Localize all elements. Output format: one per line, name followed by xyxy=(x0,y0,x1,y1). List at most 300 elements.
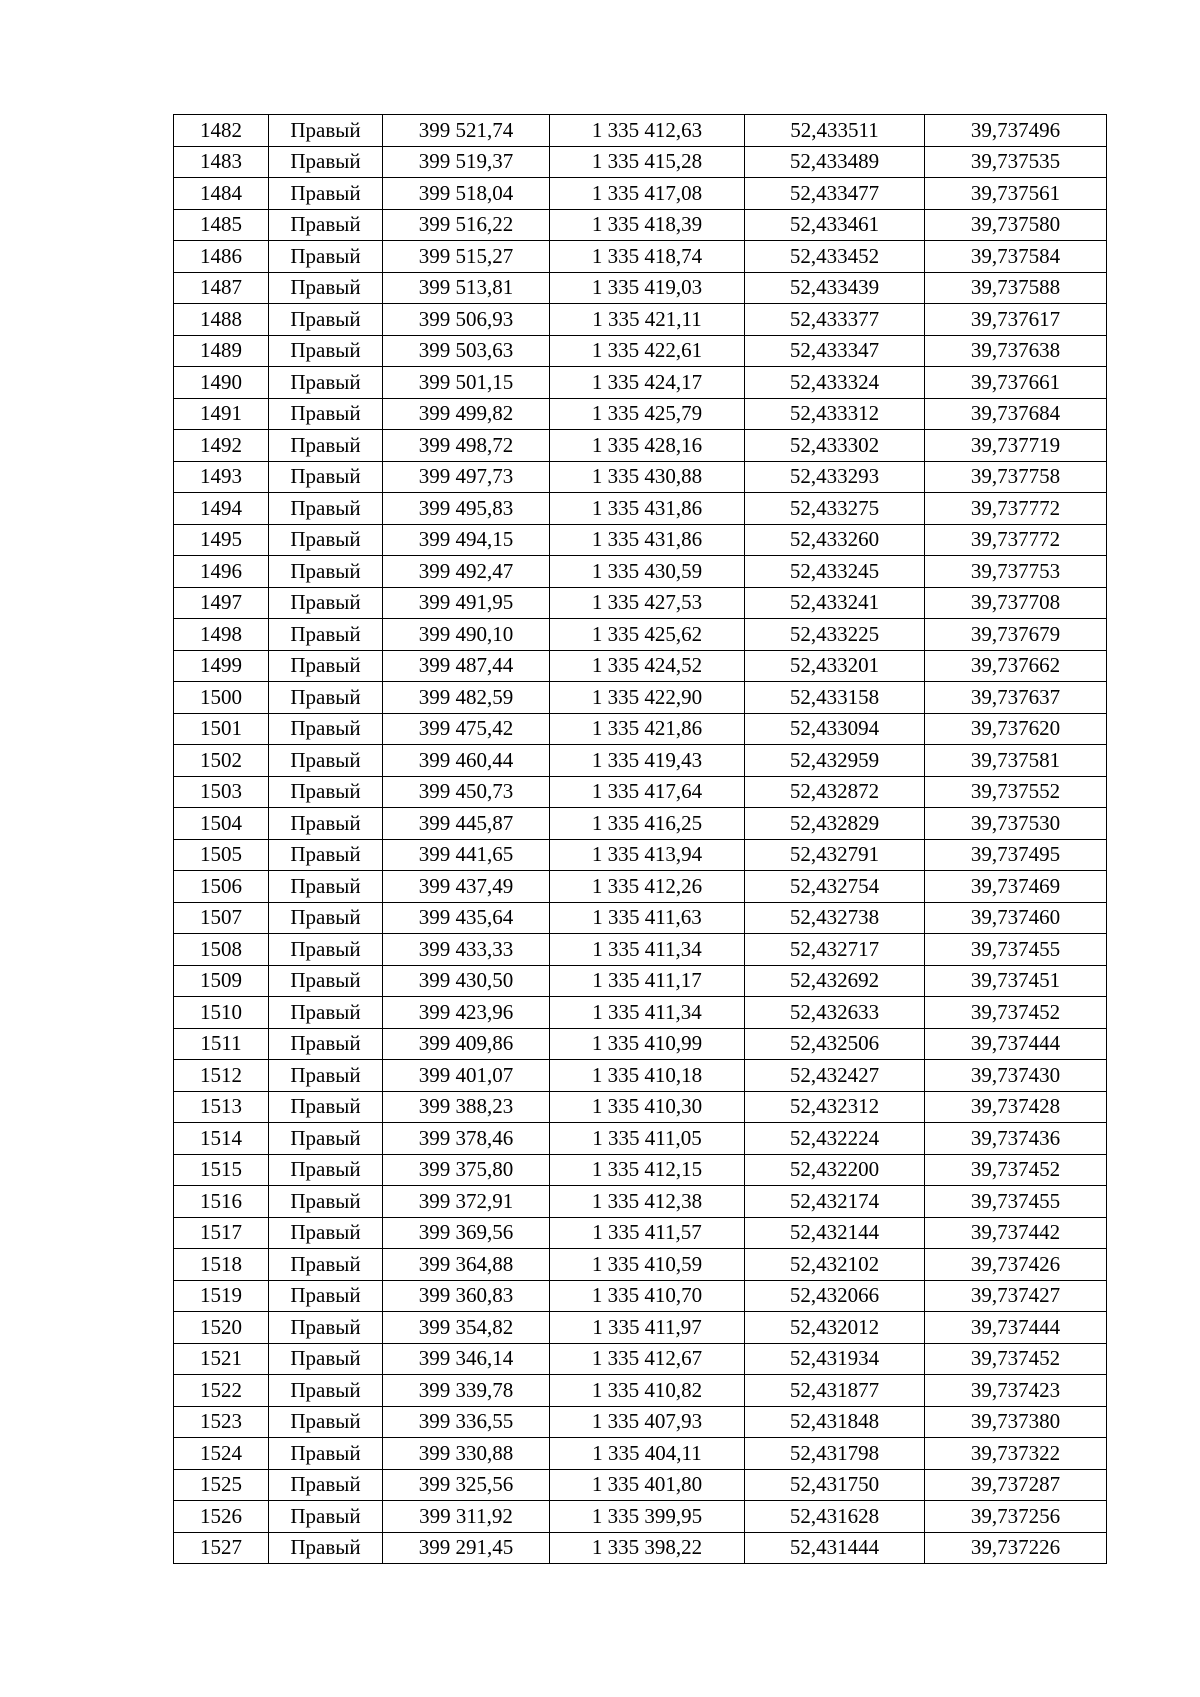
point-number-cell: 1510 xyxy=(174,997,269,1029)
y-coordinate-cell: 1 335 425,79 xyxy=(550,398,745,430)
x-coordinate-cell: 399 506,93 xyxy=(383,304,550,336)
y-coordinate-cell: 1 335 411,05 xyxy=(550,1123,745,1155)
point-number-cell: 1493 xyxy=(174,461,269,493)
y-coordinate-cell: 1 335 431,86 xyxy=(550,493,745,525)
point-number-cell: 1497 xyxy=(174,587,269,619)
latitude-cell: 52,433241 xyxy=(745,587,925,619)
longitude-cell: 39,737753 xyxy=(925,556,1107,588)
longitude-cell: 39,737679 xyxy=(925,619,1107,651)
table-row xyxy=(174,776,1107,808)
side-cell: Правый xyxy=(269,367,383,399)
y-coordinate-cell: 1 335 411,34 xyxy=(550,997,745,1029)
table-row xyxy=(174,556,1107,588)
point-number-cell: 1518 xyxy=(174,1249,269,1281)
latitude-cell: 52,432692 xyxy=(745,965,925,997)
x-coordinate-cell: 399 369,56 xyxy=(383,1217,550,1249)
x-coordinate-cell: 399 495,83 xyxy=(383,493,550,525)
longitude-cell: 39,737661 xyxy=(925,367,1107,399)
y-coordinate-cell: 1 335 427,53 xyxy=(550,587,745,619)
coordinates-table-body xyxy=(174,115,1107,1564)
latitude-cell: 52,432200 xyxy=(745,1154,925,1186)
longitude-cell: 39,737620 xyxy=(925,713,1107,745)
point-number-cell: 1483 xyxy=(174,146,269,178)
y-coordinate-cell: 1 335 410,30 xyxy=(550,1091,745,1123)
point-number-cell: 1484 xyxy=(174,178,269,210)
point-number-cell: 1515 xyxy=(174,1154,269,1186)
longitude-cell: 39,737580 xyxy=(925,209,1107,241)
side-cell: Правый xyxy=(269,1249,383,1281)
y-coordinate-cell: 1 335 412,26 xyxy=(550,871,745,903)
latitude-cell: 52,432174 xyxy=(745,1186,925,1218)
y-coordinate-cell: 1 335 430,88 xyxy=(550,461,745,493)
coordinates-table xyxy=(173,114,1107,1564)
latitude-cell: 52,432738 xyxy=(745,902,925,934)
table-row xyxy=(174,808,1107,840)
point-number-cell: 1508 xyxy=(174,934,269,966)
longitude-cell: 39,737455 xyxy=(925,934,1107,966)
point-number-cell: 1498 xyxy=(174,619,269,651)
point-number-cell: 1521 xyxy=(174,1343,269,1375)
y-coordinate-cell: 1 335 401,80 xyxy=(550,1469,745,1501)
x-coordinate-cell: 399 336,55 xyxy=(383,1406,550,1438)
table-row xyxy=(174,587,1107,619)
y-coordinate-cell: 1 335 411,34 xyxy=(550,934,745,966)
longitude-cell: 39,737772 xyxy=(925,493,1107,525)
table-row xyxy=(174,272,1107,304)
x-coordinate-cell: 399 450,73 xyxy=(383,776,550,808)
latitude-cell: 52,431798 xyxy=(745,1438,925,1470)
point-number-cell: 1526 xyxy=(174,1501,269,1533)
table-row xyxy=(174,1154,1107,1186)
longitude-cell: 39,737581 xyxy=(925,745,1107,777)
point-number-cell: 1525 xyxy=(174,1469,269,1501)
longitude-cell: 39,737423 xyxy=(925,1375,1107,1407)
side-cell: Правый xyxy=(269,1312,383,1344)
x-coordinate-cell: 399 482,59 xyxy=(383,682,550,714)
point-number-cell: 1511 xyxy=(174,1028,269,1060)
y-coordinate-cell: 1 335 413,94 xyxy=(550,839,745,871)
latitude-cell: 52,432144 xyxy=(745,1217,925,1249)
latitude-cell: 52,433312 xyxy=(745,398,925,430)
longitude-cell: 39,737226 xyxy=(925,1532,1107,1564)
y-coordinate-cell: 1 335 422,90 xyxy=(550,682,745,714)
x-coordinate-cell: 399 378,46 xyxy=(383,1123,550,1155)
side-cell: Правый xyxy=(269,1186,383,1218)
longitude-cell: 39,737552 xyxy=(925,776,1107,808)
side-cell: Правый xyxy=(269,902,383,934)
y-coordinate-cell: 1 335 421,86 xyxy=(550,713,745,745)
longitude-cell: 39,737662 xyxy=(925,650,1107,682)
y-coordinate-cell: 1 335 417,64 xyxy=(550,776,745,808)
table-row xyxy=(174,1501,1107,1533)
x-coordinate-cell: 399 433,33 xyxy=(383,934,550,966)
table-row xyxy=(174,1028,1107,1060)
latitude-cell: 52,431444 xyxy=(745,1532,925,1564)
point-number-cell: 1492 xyxy=(174,430,269,462)
x-coordinate-cell: 399 325,56 xyxy=(383,1469,550,1501)
side-cell: Правый xyxy=(269,997,383,1029)
y-coordinate-cell: 1 335 399,95 xyxy=(550,1501,745,1533)
x-coordinate-cell: 399 494,15 xyxy=(383,524,550,556)
x-coordinate-cell: 399 498,72 xyxy=(383,430,550,462)
x-coordinate-cell: 399 521,74 xyxy=(383,115,550,147)
side-cell: Правый xyxy=(269,1217,383,1249)
latitude-cell: 52,431877 xyxy=(745,1375,925,1407)
side-cell: Правый xyxy=(269,808,383,840)
y-coordinate-cell: 1 335 410,99 xyxy=(550,1028,745,1060)
y-coordinate-cell: 1 335 398,22 xyxy=(550,1532,745,1564)
latitude-cell: 52,431750 xyxy=(745,1469,925,1501)
side-cell: Правый xyxy=(269,556,383,588)
latitude-cell: 52,432427 xyxy=(745,1060,925,1092)
y-coordinate-cell: 1 335 428,16 xyxy=(550,430,745,462)
longitude-cell: 39,737772 xyxy=(925,524,1107,556)
longitude-cell: 39,737380 xyxy=(925,1406,1107,1438)
side-cell: Правый xyxy=(269,619,383,651)
latitude-cell: 52,433225 xyxy=(745,619,925,651)
y-coordinate-cell: 1 335 417,08 xyxy=(550,178,745,210)
x-coordinate-cell: 399 445,87 xyxy=(383,808,550,840)
point-number-cell: 1524 xyxy=(174,1438,269,1470)
longitude-cell: 39,737584 xyxy=(925,241,1107,273)
latitude-cell: 52,433347 xyxy=(745,335,925,367)
side-cell: Правый xyxy=(269,461,383,493)
x-coordinate-cell: 399 492,47 xyxy=(383,556,550,588)
x-coordinate-cell: 399 501,15 xyxy=(383,367,550,399)
x-coordinate-cell: 399 497,73 xyxy=(383,461,550,493)
table-row xyxy=(174,1375,1107,1407)
point-number-cell: 1514 xyxy=(174,1123,269,1155)
table-row xyxy=(174,713,1107,745)
y-coordinate-cell: 1 335 412,67 xyxy=(550,1343,745,1375)
latitude-cell: 52,432633 xyxy=(745,997,925,1029)
table-row xyxy=(174,304,1107,336)
x-coordinate-cell: 399 354,82 xyxy=(383,1312,550,1344)
table-row xyxy=(174,965,1107,997)
latitude-cell: 52,432959 xyxy=(745,745,925,777)
table-row xyxy=(174,1469,1107,1501)
side-cell: Правый xyxy=(269,430,383,462)
longitude-cell: 39,737637 xyxy=(925,682,1107,714)
latitude-cell: 52,431628 xyxy=(745,1501,925,1533)
table-row xyxy=(174,997,1107,1029)
latitude-cell: 52,433461 xyxy=(745,209,925,241)
x-coordinate-cell: 399 346,14 xyxy=(383,1343,550,1375)
point-number-cell: 1505 xyxy=(174,839,269,871)
latitude-cell: 52,432312 xyxy=(745,1091,925,1123)
point-number-cell: 1504 xyxy=(174,808,269,840)
y-coordinate-cell: 1 335 425,62 xyxy=(550,619,745,651)
table-row xyxy=(174,335,1107,367)
longitude-cell: 39,737452 xyxy=(925,1154,1107,1186)
point-number-cell: 1502 xyxy=(174,745,269,777)
y-coordinate-cell: 1 335 404,11 xyxy=(550,1438,745,1470)
side-cell: Правый xyxy=(269,682,383,714)
side-cell: Правый xyxy=(269,871,383,903)
side-cell: Правый xyxy=(269,1028,383,1060)
longitude-cell: 39,737256 xyxy=(925,1501,1107,1533)
x-coordinate-cell: 399 475,42 xyxy=(383,713,550,745)
table-row xyxy=(174,934,1107,966)
x-coordinate-cell: 399 515,27 xyxy=(383,241,550,273)
latitude-cell: 52,433324 xyxy=(745,367,925,399)
y-coordinate-cell: 1 335 419,43 xyxy=(550,745,745,777)
longitude-cell: 39,737535 xyxy=(925,146,1107,178)
x-coordinate-cell: 399 499,82 xyxy=(383,398,550,430)
latitude-cell: 52,433511 xyxy=(745,115,925,147)
x-coordinate-cell: 399 519,37 xyxy=(383,146,550,178)
y-coordinate-cell: 1 335 419,03 xyxy=(550,272,745,304)
side-cell: Правый xyxy=(269,1060,383,1092)
side-cell: Правый xyxy=(269,839,383,871)
side-cell: Правый xyxy=(269,146,383,178)
x-coordinate-cell: 399 339,78 xyxy=(383,1375,550,1407)
longitude-cell: 39,737444 xyxy=(925,1312,1107,1344)
x-coordinate-cell: 399 503,63 xyxy=(383,335,550,367)
side-cell: Правый xyxy=(269,1123,383,1155)
table-row xyxy=(174,682,1107,714)
point-number-cell: 1520 xyxy=(174,1312,269,1344)
longitude-cell: 39,737444 xyxy=(925,1028,1107,1060)
y-coordinate-cell: 1 335 415,28 xyxy=(550,146,745,178)
table-row xyxy=(174,839,1107,871)
point-number-cell: 1500 xyxy=(174,682,269,714)
latitude-cell: 52,432506 xyxy=(745,1028,925,1060)
table-row xyxy=(174,1217,1107,1249)
table-row xyxy=(174,1091,1107,1123)
y-coordinate-cell: 1 335 411,63 xyxy=(550,902,745,934)
x-coordinate-cell: 399 441,65 xyxy=(383,839,550,871)
table-row xyxy=(174,524,1107,556)
point-number-cell: 1482 xyxy=(174,115,269,147)
latitude-cell: 52,432066 xyxy=(745,1280,925,1312)
y-coordinate-cell: 1 335 424,52 xyxy=(550,650,745,682)
longitude-cell: 39,737460 xyxy=(925,902,1107,934)
longitude-cell: 39,737430 xyxy=(925,1060,1107,1092)
side-cell: Правый xyxy=(269,934,383,966)
latitude-cell: 52,433094 xyxy=(745,713,925,745)
latitude-cell: 52,432717 xyxy=(745,934,925,966)
y-coordinate-cell: 1 335 422,61 xyxy=(550,335,745,367)
longitude-cell: 39,737451 xyxy=(925,965,1107,997)
table-row xyxy=(174,1406,1107,1438)
x-coordinate-cell: 399 291,45 xyxy=(383,1532,550,1564)
table-row xyxy=(174,493,1107,525)
table-row xyxy=(174,1186,1107,1218)
latitude-cell: 52,432102 xyxy=(745,1249,925,1281)
point-number-cell: 1485 xyxy=(174,209,269,241)
latitude-cell: 52,433477 xyxy=(745,178,925,210)
longitude-cell: 39,737588 xyxy=(925,272,1107,304)
point-number-cell: 1495 xyxy=(174,524,269,556)
side-cell: Правый xyxy=(269,1469,383,1501)
point-number-cell: 1489 xyxy=(174,335,269,367)
point-number-cell: 1516 xyxy=(174,1186,269,1218)
table-row xyxy=(174,1123,1107,1155)
latitude-cell: 52,431848 xyxy=(745,1406,925,1438)
longitude-cell: 39,737427 xyxy=(925,1280,1107,1312)
table-row xyxy=(174,1249,1107,1281)
side-cell: Правый xyxy=(269,965,383,997)
x-coordinate-cell: 399 372,91 xyxy=(383,1186,550,1218)
y-coordinate-cell: 1 335 431,86 xyxy=(550,524,745,556)
side-cell: Правый xyxy=(269,115,383,147)
y-coordinate-cell: 1 335 421,11 xyxy=(550,304,745,336)
latitude-cell: 52,432791 xyxy=(745,839,925,871)
table-row xyxy=(174,871,1107,903)
table-row xyxy=(174,1060,1107,1092)
side-cell: Правый xyxy=(269,745,383,777)
x-coordinate-cell: 399 401,07 xyxy=(383,1060,550,1092)
longitude-cell: 39,737617 xyxy=(925,304,1107,336)
table-row xyxy=(174,1280,1107,1312)
x-coordinate-cell: 399 516,22 xyxy=(383,209,550,241)
latitude-cell: 52,433275 xyxy=(745,493,925,525)
longitude-cell: 39,737530 xyxy=(925,808,1107,840)
point-number-cell: 1527 xyxy=(174,1532,269,1564)
latitude-cell: 52,432754 xyxy=(745,871,925,903)
y-coordinate-cell: 1 335 410,59 xyxy=(550,1249,745,1281)
y-coordinate-cell: 1 335 418,74 xyxy=(550,241,745,273)
side-cell: Правый xyxy=(269,1154,383,1186)
y-coordinate-cell: 1 335 411,97 xyxy=(550,1312,745,1344)
y-coordinate-cell: 1 335 424,17 xyxy=(550,367,745,399)
latitude-cell: 52,433245 xyxy=(745,556,925,588)
table-row xyxy=(174,430,1107,462)
x-coordinate-cell: 399 513,81 xyxy=(383,272,550,304)
side-cell: Правый xyxy=(269,1438,383,1470)
table-row xyxy=(174,209,1107,241)
side-cell: Правый xyxy=(269,776,383,808)
x-coordinate-cell: 399 430,50 xyxy=(383,965,550,997)
table-row xyxy=(174,178,1107,210)
x-coordinate-cell: 399 435,64 xyxy=(383,902,550,934)
point-number-cell: 1496 xyxy=(174,556,269,588)
x-coordinate-cell: 399 518,04 xyxy=(383,178,550,210)
longitude-cell: 39,737428 xyxy=(925,1091,1107,1123)
x-coordinate-cell: 399 360,83 xyxy=(383,1280,550,1312)
table-row xyxy=(174,902,1107,934)
longitude-cell: 39,737496 xyxy=(925,115,1107,147)
latitude-cell: 52,433377 xyxy=(745,304,925,336)
table-row xyxy=(174,146,1107,178)
point-number-cell: 1501 xyxy=(174,713,269,745)
y-coordinate-cell: 1 335 412,38 xyxy=(550,1186,745,1218)
longitude-cell: 39,737469 xyxy=(925,871,1107,903)
table-row xyxy=(174,1312,1107,1344)
side-cell: Правый xyxy=(269,241,383,273)
latitude-cell: 52,433293 xyxy=(745,461,925,493)
y-coordinate-cell: 1 335 412,63 xyxy=(550,115,745,147)
latitude-cell: 52,431934 xyxy=(745,1343,925,1375)
table-row xyxy=(174,241,1107,273)
side-cell: Правый xyxy=(269,304,383,336)
longitude-cell: 39,737708 xyxy=(925,587,1107,619)
table-row xyxy=(174,1438,1107,1470)
table-row xyxy=(174,367,1107,399)
table-row xyxy=(174,461,1107,493)
longitude-cell: 39,737287 xyxy=(925,1469,1107,1501)
side-cell: Правый xyxy=(269,398,383,430)
latitude-cell: 52,432829 xyxy=(745,808,925,840)
side-cell: Правый xyxy=(269,1532,383,1564)
side-cell: Правый xyxy=(269,1091,383,1123)
y-coordinate-cell: 1 335 410,82 xyxy=(550,1375,745,1407)
longitude-cell: 39,737758 xyxy=(925,461,1107,493)
point-number-cell: 1488 xyxy=(174,304,269,336)
longitude-cell: 39,737322 xyxy=(925,1438,1107,1470)
point-number-cell: 1512 xyxy=(174,1060,269,1092)
side-cell: Правый xyxy=(269,335,383,367)
longitude-cell: 39,737638 xyxy=(925,335,1107,367)
point-number-cell: 1499 xyxy=(174,650,269,682)
table-row xyxy=(174,745,1107,777)
side-cell: Правый xyxy=(269,1343,383,1375)
point-number-cell: 1517 xyxy=(174,1217,269,1249)
point-number-cell: 1494 xyxy=(174,493,269,525)
x-coordinate-cell: 399 423,96 xyxy=(383,997,550,1029)
side-cell: Правый xyxy=(269,493,383,525)
side-cell: Правый xyxy=(269,524,383,556)
table-row xyxy=(174,650,1107,682)
longitude-cell: 39,737426 xyxy=(925,1249,1107,1281)
x-coordinate-cell: 399 388,23 xyxy=(383,1091,550,1123)
latitude-cell: 52,432872 xyxy=(745,776,925,808)
longitude-cell: 39,737719 xyxy=(925,430,1107,462)
y-coordinate-cell: 1 335 407,93 xyxy=(550,1406,745,1438)
longitude-cell: 39,737442 xyxy=(925,1217,1107,1249)
side-cell: Правый xyxy=(269,587,383,619)
longitude-cell: 39,737495 xyxy=(925,839,1107,871)
longitude-cell: 39,737684 xyxy=(925,398,1107,430)
latitude-cell: 52,433302 xyxy=(745,430,925,462)
y-coordinate-cell: 1 335 430,59 xyxy=(550,556,745,588)
point-number-cell: 1491 xyxy=(174,398,269,430)
x-coordinate-cell: 399 311,92 xyxy=(383,1501,550,1533)
y-coordinate-cell: 1 335 412,15 xyxy=(550,1154,745,1186)
side-cell: Правый xyxy=(269,272,383,304)
y-coordinate-cell: 1 335 411,57 xyxy=(550,1217,745,1249)
side-cell: Правый xyxy=(269,650,383,682)
longitude-cell: 39,737452 xyxy=(925,997,1107,1029)
table-row xyxy=(174,1343,1107,1375)
latitude-cell: 52,433489 xyxy=(745,146,925,178)
table-row xyxy=(174,115,1107,147)
latitude-cell: 52,433158 xyxy=(745,682,925,714)
table-row xyxy=(174,398,1107,430)
y-coordinate-cell: 1 335 416,25 xyxy=(550,808,745,840)
longitude-cell: 39,737561 xyxy=(925,178,1107,210)
x-coordinate-cell: 399 487,44 xyxy=(383,650,550,682)
point-number-cell: 1523 xyxy=(174,1406,269,1438)
longitude-cell: 39,737455 xyxy=(925,1186,1107,1218)
point-number-cell: 1490 xyxy=(174,367,269,399)
point-number-cell: 1486 xyxy=(174,241,269,273)
y-coordinate-cell: 1 335 410,70 xyxy=(550,1280,745,1312)
latitude-cell: 52,433260 xyxy=(745,524,925,556)
y-coordinate-cell: 1 335 418,39 xyxy=(550,209,745,241)
point-number-cell: 1503 xyxy=(174,776,269,808)
point-number-cell: 1522 xyxy=(174,1375,269,1407)
latitude-cell: 52,433201 xyxy=(745,650,925,682)
latitude-cell: 52,433439 xyxy=(745,272,925,304)
latitude-cell: 52,432224 xyxy=(745,1123,925,1155)
x-coordinate-cell: 399 409,86 xyxy=(383,1028,550,1060)
longitude-cell: 39,737436 xyxy=(925,1123,1107,1155)
x-coordinate-cell: 399 330,88 xyxy=(383,1438,550,1470)
point-number-cell: 1487 xyxy=(174,272,269,304)
latitude-cell: 52,432012 xyxy=(745,1312,925,1344)
